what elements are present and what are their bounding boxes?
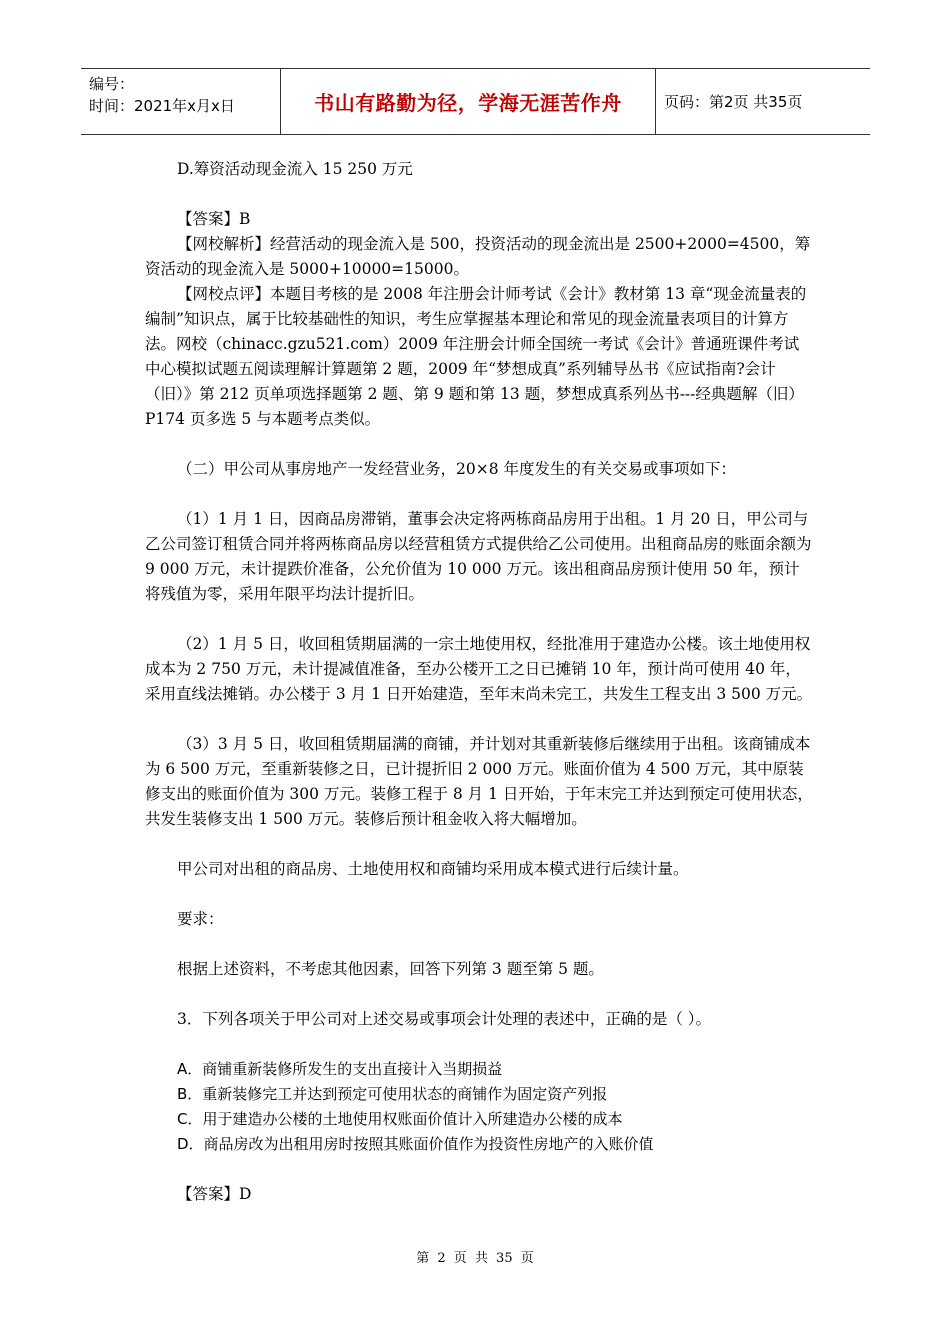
analysis-paragraph: 【网校解析】经营活动的现金流入是 500，投资活动的现金流出是 2500+2000=4500，筹资活动的现金流入是 5000+10000=15000。 (145, 235, 811, 278)
answer-1: 【答案】B (177, 210, 251, 228)
option-a: A．商铺重新装修所发生的支出直接计入当期损益 (177, 1060, 503, 1078)
header-page-number: 页码：第2页 共35页 (664, 93, 803, 111)
measurement-paragraph: 甲公司对出租的商品房、土地使用权和商铺均采用成本模式进行后续计量。 (177, 860, 689, 878)
document-number-label: 编号： (89, 75, 135, 93)
answer-3: 【答案】D (177, 1185, 252, 1203)
question-3: 3．下列各项关于甲公司对上述交易或事项会计处理的表述中，正确的是（ ）。 (177, 1010, 712, 1028)
section-intro: （二）甲公司从事房地产一发经营业务，20×8 年度发生的有关交易或事项如下： (177, 460, 737, 478)
header-meta (81, 69, 281, 134)
page-header (81, 68, 870, 135)
item-1-paragraph: （1）1 月 1 日，因商品房滞销，董事会决定将两栋商品房用于出租。1 月 20 日，甲公司与乙公司签订租赁合同并将两栋商品房以经营租赁方式提供给乙公司使用。出租商品房的账面余额为 9 000 万元，未计提跌价准备，公允价值为 10 000 万元。该出租商品房预计使用 50 年，预计将残值为零，采用年限平均法计提折旧。 (145, 510, 812, 603)
header-motto: 书山有路勤为径，学海无涯苦作舟 (281, 69, 656, 134)
page-footer: 第 2 页 共 35 页 (416, 1251, 534, 1266)
option-b: B．重新装修完工并达到预定可使用状态的商铺作为固定资产列报 (177, 1085, 608, 1103)
document-body (145, 157, 813, 1207)
previous-option-d: D.筹资活动现金流入 15 250 万元 (177, 160, 413, 178)
instruction-paragraph: 根据上述资料，不考虑其他因素，回答下列第 3 题至第 5 题。 (177, 960, 604, 978)
option-d: D．商品房改为出租用房时按照其账面价值作为投资性房地产的入账价值 (177, 1135, 654, 1153)
item-2-paragraph: （2）1 月 5 日，收回租赁期届满的一宗土地使用权，经批准用于建造办公楼。该土地使用权成本为 2 750 万元，未计提减值准备，至办公楼开工之日已摊销 10 年，预计尚可使用 40 年，采用直线法摊销。办公楼于 3 月 1 日开始建造，至年末尚未完工，共发生工程支出 3 500 万元。 (145, 635, 813, 703)
comment-paragraph: 【网校点评】本题目考核的是 2008 年注册会计师考试《会计》教材第 13 章“现金流量表的编制”知识点，属于比较基础性的知识，考生应掌握基本理论和常见的现金流量表项目的计算方法。网校（chinacc.gzu521.com）2009 年注册会计师全国统一考试《会计》普通班课件考试中心模拟试题五阅读理解计算题第 2 题，2009 年“梦想成真”系列辅导丛书《应试指南?会计（旧）》第 212 页单项选择题第 2 题、第 9 题和第 13 题，梦想成真系列丛书---经典题解（旧）P174 页多选 5 与本题考点类似。 (145, 285, 807, 428)
document-date-label: 时间：2021年x月x日 (89, 97, 235, 115)
item-3-paragraph: （3）3 月 5 日，收回租赁期届满的商铺，并计划对其重新装修后继续用于出租。该商铺成本为 6 500 万元，至重新装修之日，已计提折旧 2 000 万元。账面价值为 4 500 万元，其中原装修支出的账面价值为 300 万元。装修工程于 8 月 1 日开始，于年末完工并达到预定可使用状态，共发生装修支出 1 500 万元。装修后预计租金收入将大幅增加。 (145, 735, 813, 828)
requirement-label: 要求： (177, 910, 224, 928)
option-c: C．用于建造办公楼的土地使用权账面价值计入所建造办公楼的成本 (177, 1110, 623, 1128)
